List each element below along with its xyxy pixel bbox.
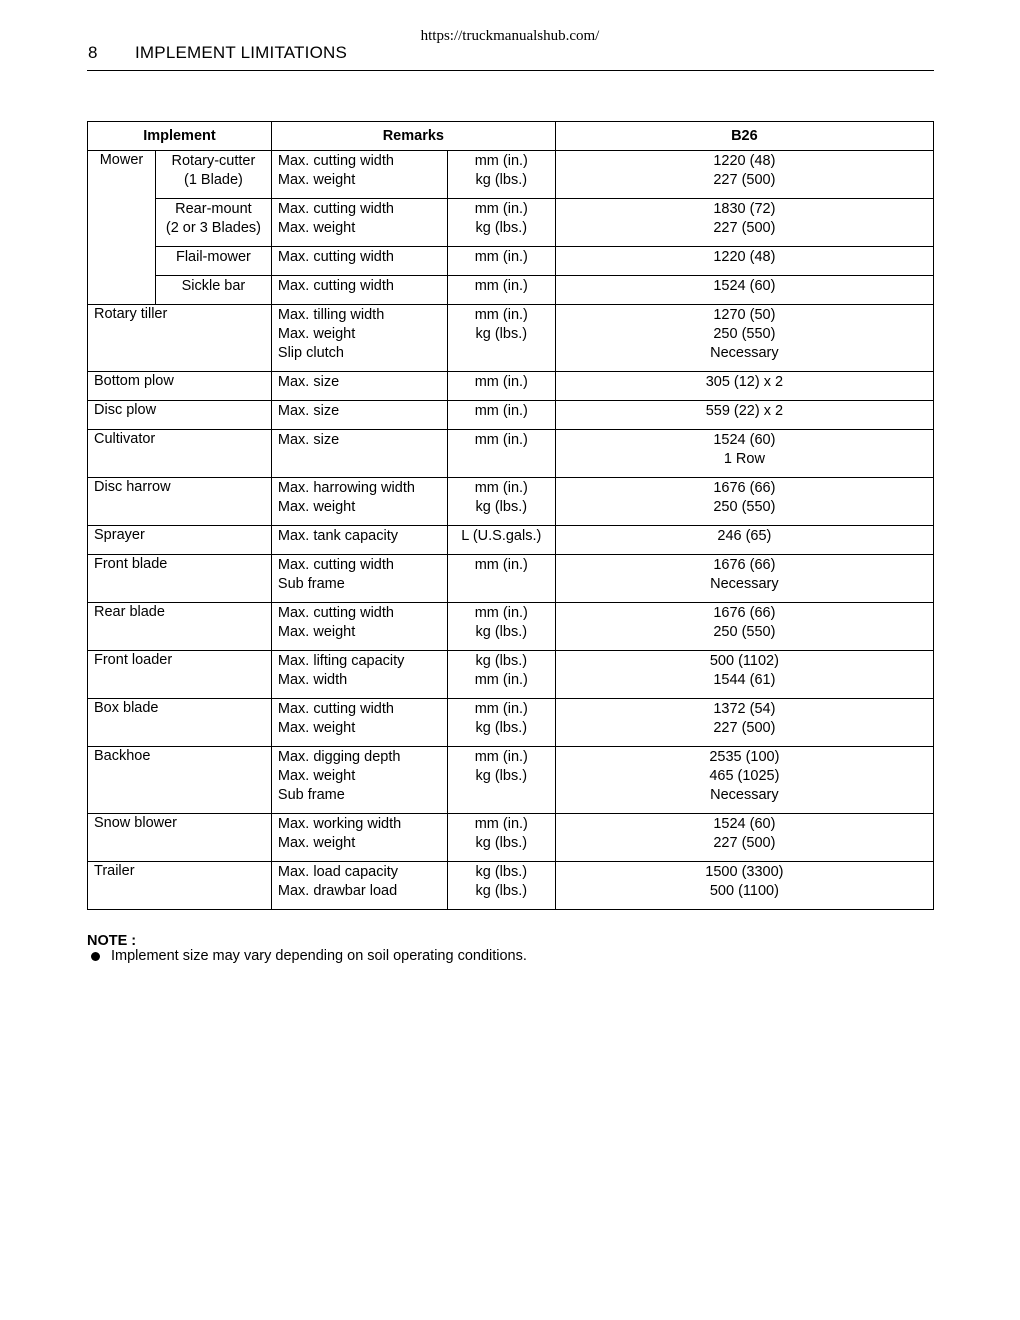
unit-label: mm (in.) (474, 701, 528, 717)
sub-implement-line: Rotary-cutter (171, 153, 256, 169)
remark-item: Max. weight (277, 220, 356, 236)
remark-item-cell (271, 478, 447, 526)
unit-label: mm (in.) (474, 432, 528, 448)
remark-item: Slip clutch (277, 345, 344, 361)
remark-item-cell (271, 555, 447, 603)
sub-implement-line: Flail-mower (175, 249, 251, 265)
remark-item-cell (271, 247, 447, 276)
implement-cell: Rotary tiller (88, 305, 272, 372)
unit-label: kg (lbs.) (475, 864, 528, 880)
value: 227 (500) (713, 220, 776, 236)
unit-label: kg (lbs.) (475, 326, 528, 342)
table-row (88, 814, 934, 862)
value-cell (555, 814, 933, 862)
unit-cell (447, 199, 555, 247)
sub-implement-line: (2 or 3 Blades) (165, 220, 261, 236)
value-cell (555, 526, 933, 555)
value: 559 (22) x 2 (705, 403, 784, 419)
remark-item: Max. weight (277, 326, 356, 342)
value: 227 (500) (713, 172, 776, 188)
value-cell (555, 699, 933, 747)
value-cell (555, 651, 933, 699)
section-title: IMPLEMENT LIMITATIONS (135, 43, 348, 62)
value: 305 (12) x 2 (705, 374, 784, 390)
unit-label: kg (lbs.) (475, 720, 528, 736)
unit-label: kg (lbs.) (475, 172, 528, 188)
value: Necessary (710, 576, 779, 592)
table-body (88, 151, 934, 910)
implement-cell: Disc plow (88, 401, 272, 430)
remark-item-cell (271, 651, 447, 699)
remark-item: Max. weight (277, 624, 356, 640)
unit-label: kg (lbs.) (475, 624, 528, 640)
value: 1830 (72) (713, 201, 776, 217)
remark-item: Max. digging depth (277, 749, 401, 765)
table-row (88, 699, 934, 747)
sub-implement-cell (155, 276, 271, 305)
remark-item: Max. weight (277, 835, 356, 851)
remark-item-cell (271, 401, 447, 430)
remark-item-cell (271, 430, 447, 478)
unit-label: kg (lbs.) (475, 653, 528, 669)
unit-label: mm (in.) (474, 307, 528, 323)
sub-implement-line: (1 Blade) (184, 172, 243, 188)
value: 250 (550) (713, 624, 776, 640)
table-row (88, 862, 934, 910)
remark-item-cell (271, 814, 447, 862)
remark-item: Max. cutting width (277, 249, 394, 265)
value-cell (555, 603, 933, 651)
implement-cell: Rear blade (88, 603, 272, 651)
header-implement: Implement (88, 122, 272, 151)
unit-label: kg (lbs.) (475, 883, 528, 899)
remark-item: Max. cutting width (277, 153, 394, 169)
implement-limitations-table (87, 121, 934, 910)
value-cell (555, 747, 933, 814)
value: 1524 (60) (713, 816, 776, 832)
value: 1544 (61) (713, 672, 776, 688)
unit-cell (447, 276, 555, 305)
remark-item-cell (271, 862, 447, 910)
unit-label: mm (in.) (474, 153, 528, 169)
value: 1372 (54) (713, 701, 776, 717)
implement-cell: Cultivator (88, 430, 272, 478)
table-row (88, 276, 934, 305)
remark-item: Max. harrowing width (277, 480, 415, 496)
remark-item: Max. cutting width (277, 278, 394, 294)
remark-item-cell (271, 372, 447, 401)
table-row (88, 747, 934, 814)
unit-cell (447, 814, 555, 862)
remark-item: Max. size (277, 403, 340, 419)
value: 1676 (66) (713, 480, 776, 496)
table-row (88, 651, 934, 699)
remark-item: Max. width (277, 672, 348, 688)
table-row (88, 401, 934, 430)
unit-cell (447, 699, 555, 747)
remark-item: Max. size (277, 432, 340, 448)
value: 1220 (48) (713, 153, 776, 169)
unit-label: kg (lbs.) (475, 768, 528, 784)
unit-label: mm (in.) (474, 672, 528, 688)
value: 1676 (66) (713, 605, 776, 621)
table-row (88, 151, 934, 199)
unit-cell (447, 401, 555, 430)
sub-implement-line: Rear-mount (175, 201, 252, 217)
unit-label: mm (in.) (474, 201, 528, 217)
unit-cell (447, 478, 555, 526)
remark-item-cell (271, 603, 447, 651)
value: 500 (1100) (709, 883, 779, 899)
unit-label: L (U.S.gals.) (461, 528, 542, 544)
unit-cell (447, 372, 555, 401)
unit-label: mm (in.) (474, 605, 528, 621)
table-row (88, 603, 934, 651)
unit-label: mm (in.) (474, 749, 528, 765)
remark-item: Max. lifting capacity (277, 653, 405, 669)
unit-cell (447, 862, 555, 910)
implement-cell: Backhoe (88, 747, 272, 814)
unit-label: kg (lbs.) (475, 220, 528, 236)
header-remarks: Remarks (271, 122, 555, 151)
note-title: NOTE : (87, 933, 137, 949)
unit-cell (447, 430, 555, 478)
value: 250 (550) (713, 326, 776, 342)
value: 1676 (66) (713, 557, 776, 573)
table-row (88, 430, 934, 478)
remark-item-cell (271, 151, 447, 199)
value-cell (555, 555, 933, 603)
unit-label: mm (in.) (474, 557, 528, 573)
value: 250 (550) (713, 499, 776, 515)
unit-label: mm (in.) (474, 249, 528, 265)
value: 2535 (100) (709, 749, 780, 765)
value: 1524 (60) (713, 278, 776, 294)
implement-cell: Snow blower (88, 814, 272, 862)
note-text: Implement size may vary depending on soil operating conditions. (111, 948, 527, 964)
value: 1270 (50) (713, 307, 776, 323)
table-row (88, 478, 934, 526)
unit-label: mm (in.) (474, 480, 528, 496)
unit-label: mm (in.) (474, 403, 528, 419)
sub-implement-cell (155, 151, 271, 199)
value-cell (555, 151, 933, 199)
remark-item: Max. weight (277, 172, 356, 188)
unit-cell (447, 247, 555, 276)
unit-cell (447, 151, 555, 199)
remark-item: Sub frame (277, 576, 345, 592)
implement-cell: Front loader (88, 651, 272, 699)
unit-label: mm (in.) (474, 374, 528, 390)
sub-implement-cell (155, 199, 271, 247)
implement-cell: Sprayer (88, 526, 272, 555)
sub-implement-line: Sickle bar (181, 278, 246, 294)
bullet-icon (91, 952, 100, 961)
remark-item-cell (271, 305, 447, 372)
header-rule (87, 70, 934, 71)
implement-cell: Box blade (88, 699, 272, 747)
table-row (88, 199, 934, 247)
table-row (88, 247, 934, 276)
unit-label: kg (lbs.) (475, 499, 528, 515)
unit-cell (447, 747, 555, 814)
page-number: 8 (88, 43, 98, 62)
remark-item: Max. cutting width (277, 201, 394, 217)
remark-item: Max. drawbar load (277, 883, 398, 899)
unit-label: kg (lbs.) (475, 835, 528, 851)
value-cell (555, 478, 933, 526)
remark-item: Max. cutting width (277, 605, 394, 621)
remark-item: Max. weight (277, 768, 356, 784)
table-header-row (88, 122, 934, 151)
implement-cell: Front blade (88, 555, 272, 603)
value-cell (555, 862, 933, 910)
unit-cell (447, 526, 555, 555)
value: 1220 (48) (713, 249, 776, 265)
remark-item: Max. weight (277, 720, 356, 736)
implement-cell: Disc harrow (88, 478, 272, 526)
remark-item: Max. tilling width (277, 307, 385, 323)
remark-item: Max. load capacity (277, 864, 398, 880)
value: 227 (500) (713, 835, 776, 851)
value-cell (555, 401, 933, 430)
value-cell (555, 430, 933, 478)
remark-item: Sub frame (277, 787, 345, 803)
remark-item: Max. working width (277, 816, 402, 832)
unit-cell (447, 651, 555, 699)
implement-cell: Mower (88, 151, 156, 305)
unit-label: mm (in.) (474, 816, 528, 832)
unit-cell (447, 603, 555, 651)
unit-label: mm (in.) (474, 278, 528, 294)
remark-item: Max. cutting width (277, 557, 394, 573)
value-cell (555, 247, 933, 276)
remark-item: Max. cutting width (277, 701, 394, 717)
remark-item-cell (271, 199, 447, 247)
value: 227 (500) (713, 720, 776, 736)
table-row (88, 555, 934, 603)
value: 1500 (3300) (705, 864, 784, 880)
value: 465 (1025) (709, 768, 780, 784)
remark-item: Max. tank capacity (277, 528, 398, 544)
value-cell (555, 372, 933, 401)
value: Necessary (710, 345, 779, 361)
value: 1524 (60) (713, 432, 776, 448)
implement-cell: Trailer (88, 862, 272, 910)
note-item (91, 948, 527, 964)
implement-cell: Bottom plow (88, 372, 272, 401)
remark-item: Max. weight (277, 499, 356, 515)
remark-item-cell (271, 276, 447, 305)
sub-implement-cell (155, 247, 271, 276)
value-cell (555, 305, 933, 372)
remark-item-cell (271, 699, 447, 747)
table-row (88, 372, 934, 401)
source-url: https://truckmanualshub.com/ (420, 28, 600, 44)
value: 1 Row (723, 451, 765, 467)
value-cell (555, 276, 933, 305)
header-model: B26 (555, 122, 933, 151)
table-row (88, 526, 934, 555)
value: Necessary (710, 787, 779, 803)
value-cell (555, 199, 933, 247)
value: 500 (1102) (709, 653, 779, 669)
remark-item-cell (271, 747, 447, 814)
remark-item: Max. size (277, 374, 340, 390)
table-row (88, 305, 934, 372)
value: 246 (65) (717, 528, 772, 544)
unit-cell (447, 555, 555, 603)
unit-cell (447, 305, 555, 372)
remark-item-cell (271, 526, 447, 555)
